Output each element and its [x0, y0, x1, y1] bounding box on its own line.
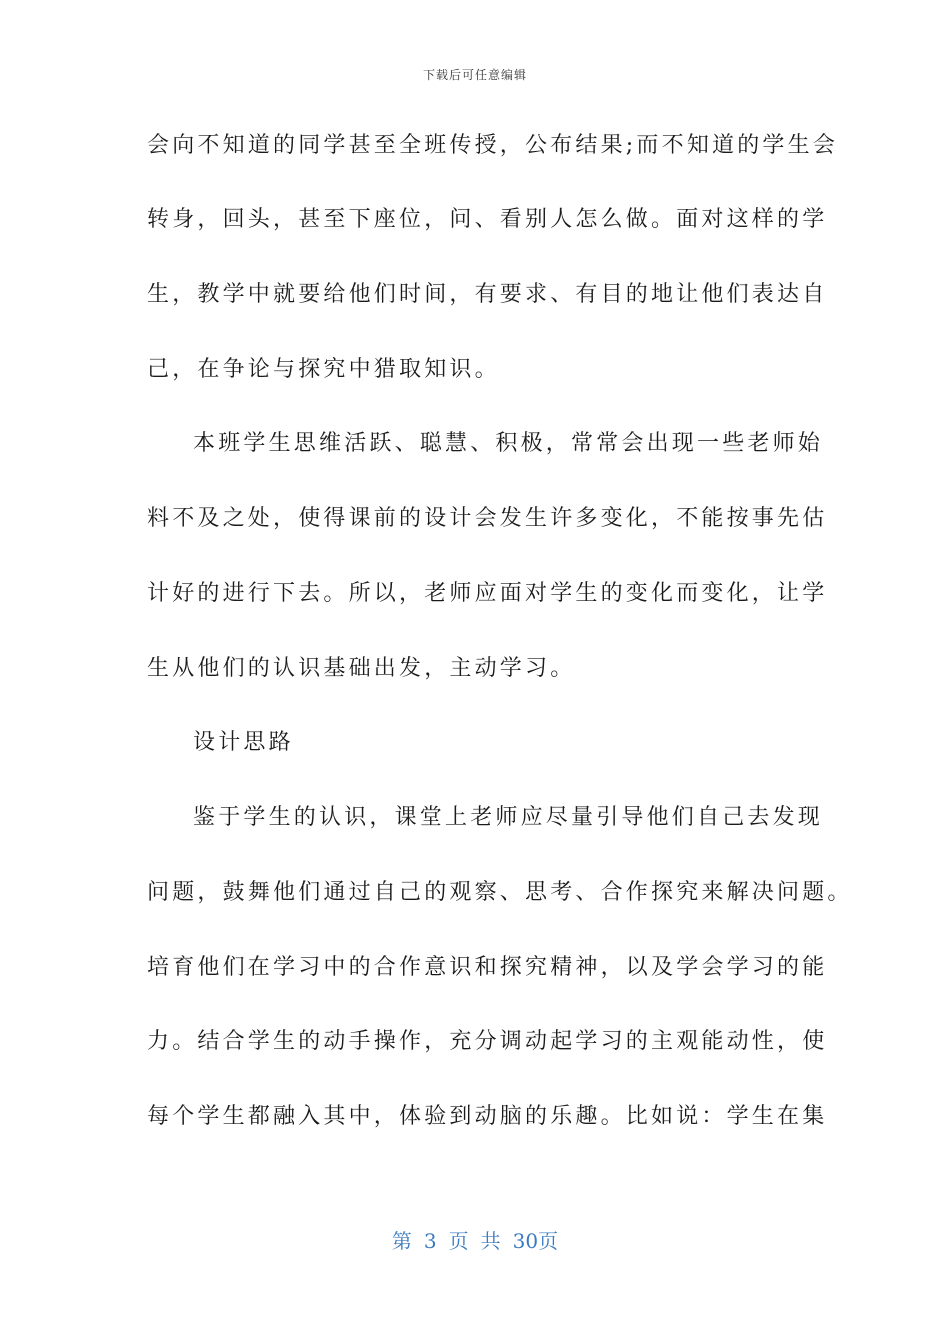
- text-line: 每个学生都融入其中，体验到动脑的乐趣。比如说：学生在集: [147, 1104, 828, 1129]
- section-heading: 设计思路: [193, 730, 294, 755]
- text-line: 生从他们的认识基础出发，主动学习。: [147, 656, 576, 681]
- text-line: 问题，鼓舞他们通过自己的观察、思考、合作探究来解决问题。: [147, 880, 853, 905]
- text-line: 己，在争论与探究中猎取知识。: [147, 357, 500, 382]
- footer-di: 第: [391, 1229, 412, 1253]
- text-line: 会向不知道的同学甚至全班传授，公布结果;而不知道的学生会: [147, 133, 839, 158]
- footer-gong: 共: [480, 1229, 501, 1253]
- text-line: 料不及之处，使得课前的设计会发生许多变化，不能按事先估: [147, 506, 828, 531]
- footer-ye: 页: [448, 1229, 469, 1253]
- page-footer: [0, 1225, 950, 1254]
- text-line: 转身，回头，甚至下座位，问、看别人怎么做。面对这样的学: [147, 207, 828, 232]
- page-header: 下载后可任意编辑: [422, 68, 527, 82]
- text-line: 生，教学中就要给他们时间，有要求、有目的地让他们表达自: [147, 282, 828, 307]
- text-line: 鉴于学生的认识，课堂上老师应尽量引导他们自己去发现: [193, 805, 824, 830]
- current-page-number: 3: [423, 1229, 437, 1253]
- text-line: 培育他们在学习中的合作意识和探究精神，以及学会学习的能: [147, 955, 828, 980]
- total-pages: 30页: [512, 1229, 559, 1253]
- text-line: 力。结合学生的动手操作，充分调动起学习的主观能动性，使: [147, 1029, 828, 1054]
- text-line: 计好的进行下去。所以，老师应面对学生的变化而变化，让学: [147, 581, 828, 606]
- text-line: 本班学生思维活跃、聪慧、积极，常常会出现一些老师始: [193, 431, 824, 456]
